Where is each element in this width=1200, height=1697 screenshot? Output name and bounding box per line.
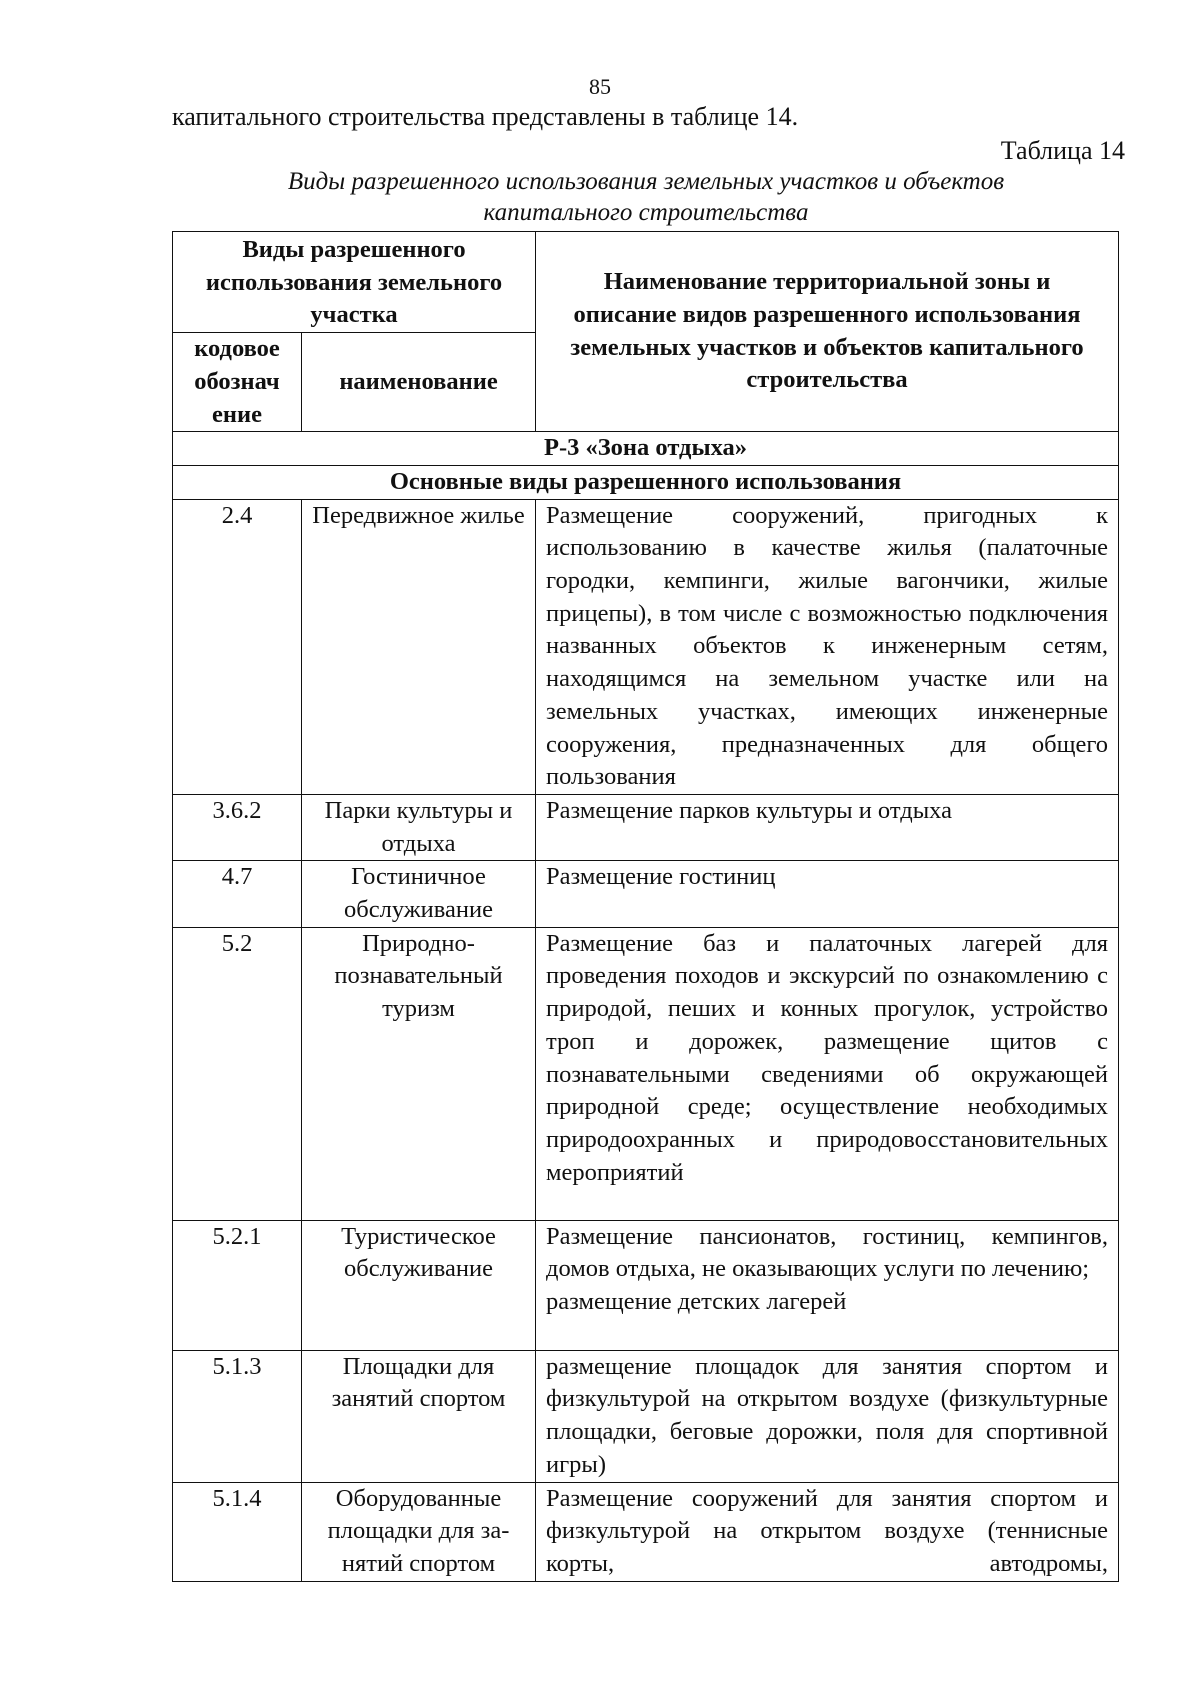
table-caption bbox=[172, 166, 1120, 228]
table-row bbox=[173, 1482, 1119, 1581]
row-name: Оборудованные площадки для за-нятий спортом bbox=[302, 1482, 536, 1581]
row-description-part-2: размещение детских лагерей bbox=[546, 1288, 847, 1316]
header-code: кодовое обознач ение bbox=[173, 333, 302, 432]
table-row bbox=[173, 927, 1119, 1220]
page-number: 85 bbox=[589, 74, 611, 99]
row-name: Площадки для занятий спортом bbox=[302, 1350, 536, 1482]
row-name: Передвижное жилье bbox=[302, 499, 536, 794]
header-description: Наименование территориальной зоны и описание видов разрешенного использования земельных участков и объектов капитального строительства bbox=[536, 232, 1119, 432]
row-description: Размещение сооружений для занятия спортом и физкультурой на открытом воздухе (теннисные корты, автодромы, bbox=[536, 1482, 1119, 1581]
row-code: 5.2.1 bbox=[173, 1220, 302, 1350]
row-code: 3.6.2 bbox=[173, 794, 302, 860]
row-name: Природно-познавательный туризм bbox=[302, 927, 536, 1220]
row-code: 2.4 bbox=[173, 499, 302, 794]
row-code: 5.2 bbox=[173, 927, 302, 1220]
intro-text: капитального строительства представлены в таблице 14. bbox=[172, 102, 799, 131]
section-title: Основные виды разрешенного использования bbox=[173, 465, 1119, 499]
zone-title: Р-3 «Зона отдыха» bbox=[173, 432, 1119, 466]
row-description: Размещение баз и палаточных лагерей для проведения походов и экскурсий по ознакомлению с природой, пеших и конных прогулок, устройство троп и дорожек, размещение щитов с познавательными сведениями об окружающей природной среде; осуществление необходимых природоохранных и природовосстановительных мероприятий bbox=[536, 927, 1119, 1220]
row-description: Размещение сооружений, пригодных к использованию в качестве жилья (палаточные городки, кемпинги, жилые вагончики, жилые прицепы), в том числе с возможностью подключения названных объектов к инженерным сетям, находящимся на земельном участке или на земельных участках, имеющих инженерные сооружения, предназначенных для общего пользования bbox=[536, 499, 1119, 794]
table-row bbox=[173, 794, 1119, 860]
table-row bbox=[173, 1350, 1119, 1482]
row-description-part-1: Размещение пансионатов, гостиниц, кемпингов, домов отдыха, не оказывающих услуги по лечению; bbox=[546, 1222, 1109, 1283]
table-row bbox=[173, 1220, 1119, 1350]
table-row bbox=[173, 499, 1119, 794]
row-code: 5.1.4 bbox=[173, 1482, 302, 1581]
row-description: размещение площадок для занятия спортом и физкультурой на открытом воздухе (физкультурные площадки, беговые дорожки, поля для спортивной игры) bbox=[536, 1350, 1119, 1482]
row-name: Парки культуры и отдыха bbox=[302, 794, 536, 860]
caption-line-2: капитального строительства bbox=[483, 199, 809, 226]
table-row bbox=[173, 861, 1119, 927]
row-code: 4.7 bbox=[173, 861, 302, 927]
row-name: Туристическое обслуживание bbox=[302, 1220, 536, 1350]
row-code: 5.1.3 bbox=[173, 1350, 302, 1482]
table-label: Таблица 14 bbox=[1000, 136, 1125, 165]
header-group: Виды разрешенного использования земельного участка bbox=[173, 232, 536, 333]
caption-line-1: Виды разрешенного использования земельных участков и объектов bbox=[287, 168, 1005, 195]
row-description: Размещение парков культуры и отдыха bbox=[536, 794, 1119, 860]
row-name: Гостиничное обслуживание bbox=[302, 861, 536, 927]
row-description: Размещение гостиниц bbox=[536, 861, 1119, 927]
row-description bbox=[536, 1220, 1119, 1350]
land-use-table bbox=[172, 231, 1119, 1582]
header-name: наименование bbox=[302, 333, 536, 432]
